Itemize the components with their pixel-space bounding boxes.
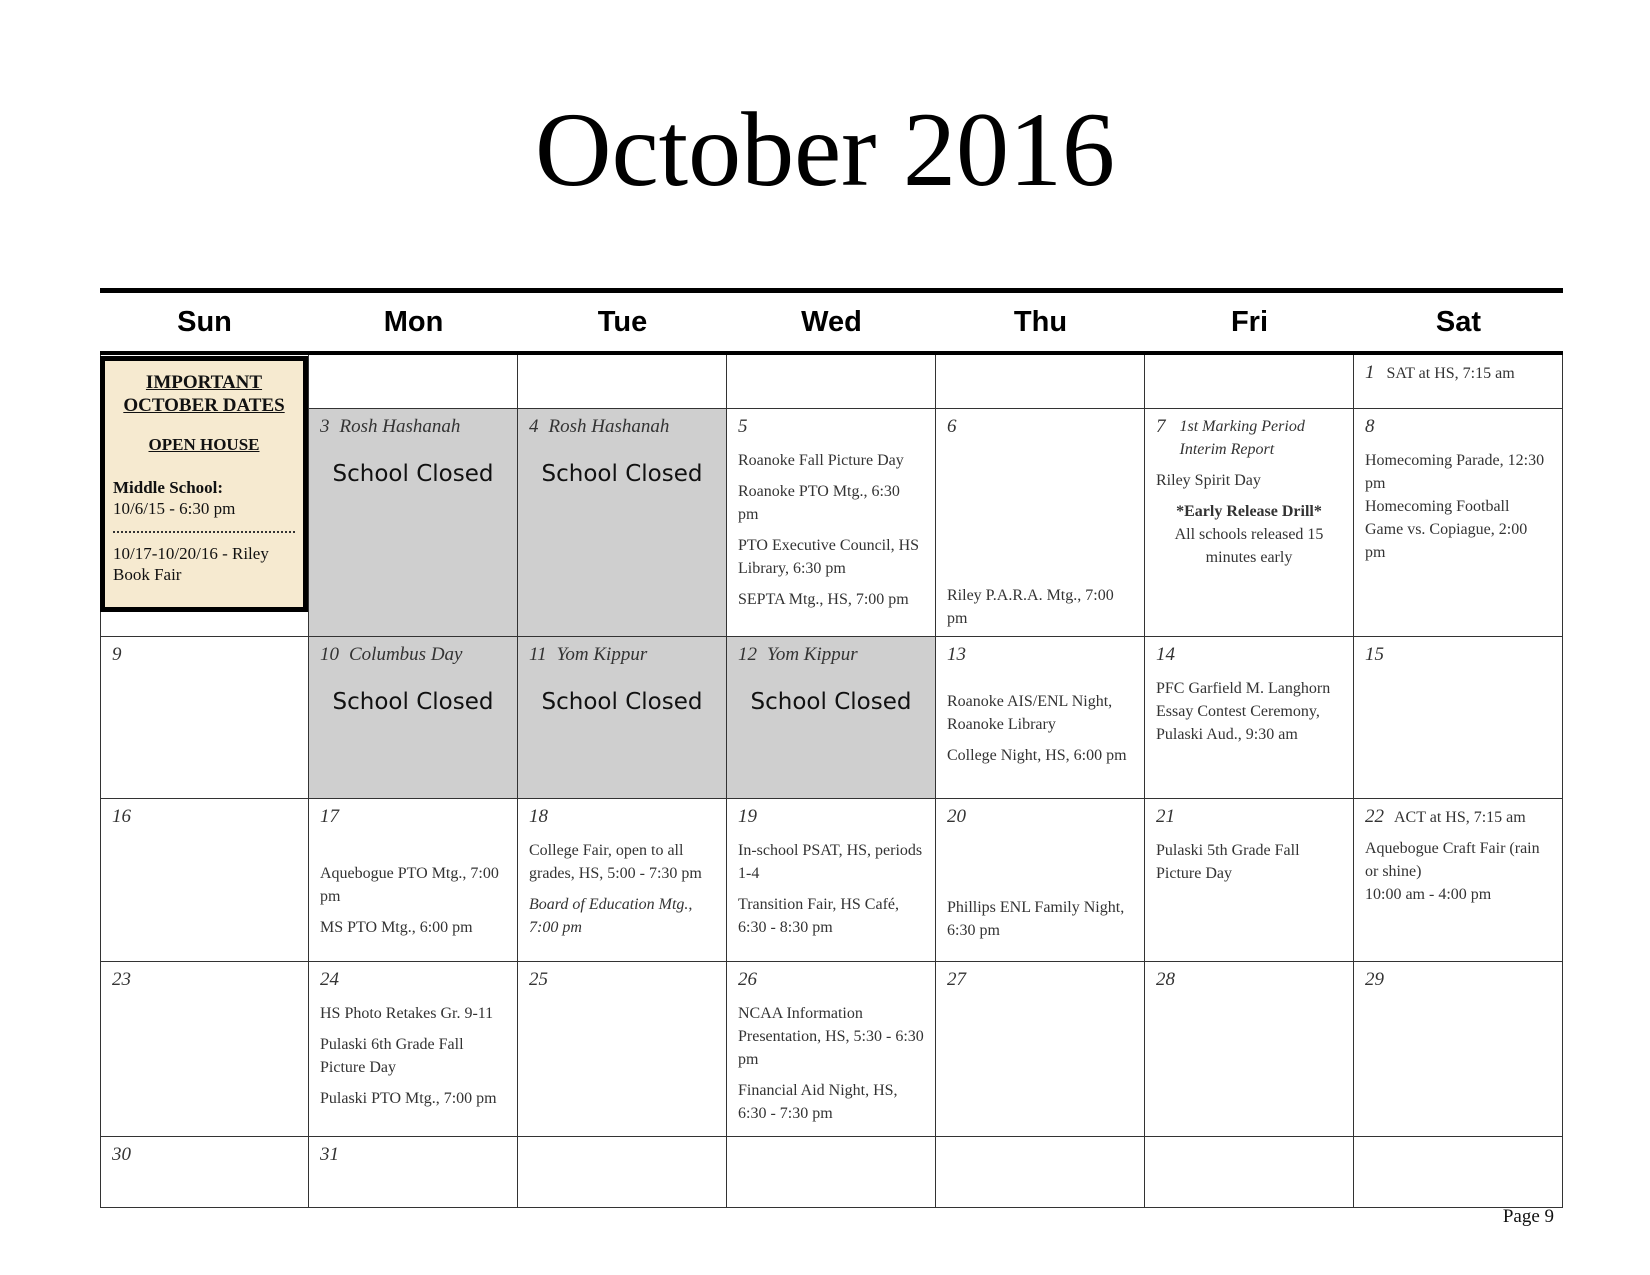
- school-closed-label: School Closed: [332, 461, 494, 487]
- event-text: Pulaski 5th Grade Fall Picture Day: [1156, 842, 1300, 882]
- calendar-cell-empty: [518, 1137, 727, 1208]
- week-row: [100, 799, 1563, 962]
- calendar-cell-oct-11: [518, 637, 727, 799]
- day-number: 26: [738, 969, 757, 990]
- day-number: 28: [1156, 969, 1175, 990]
- calendar-cell-oct-5: [727, 409, 936, 637]
- dotted-divider: [113, 531, 295, 533]
- day-number: 1: [1365, 362, 1375, 383]
- holiday-label: Yom Kippur: [556, 644, 648, 665]
- day-number: 23: [112, 969, 131, 990]
- event-text: College Night, HS, 6:00 pm: [947, 747, 1127, 764]
- calendar-cell-empty: [936, 1137, 1145, 1208]
- event-text: In-school PSAT, HS, periods 1-4: [738, 842, 923, 882]
- calendar-cell-oct-16: [100, 799, 309, 962]
- event-text: Roanoke Fall Picture Day: [738, 452, 904, 469]
- calendar-cell-oct-10: [309, 637, 518, 799]
- school-closed-label: School Closed: [750, 689, 912, 715]
- calendar-cell-oct-15: [1354, 637, 1563, 799]
- school-closed-label: School Closed: [541, 461, 703, 487]
- weekday-sun: Sun: [177, 306, 232, 338]
- calendar-cell-empty: [518, 355, 727, 409]
- calendar-cell-empty: [309, 355, 518, 409]
- day-number: 22: [1365, 806, 1384, 827]
- open-house-heading: OPEN HOUSE: [148, 435, 260, 454]
- weekday-thu: Thu: [1013, 306, 1068, 338]
- calendar-cell-oct-24: [309, 962, 518, 1137]
- event-text: Board of Education Mtg., 7:00 pm: [529, 896, 693, 936]
- day-number: 19: [738, 806, 757, 827]
- day-number: 3: [320, 416, 330, 437]
- event-text: Financial Aid Night, HS, 6:30 - 7:30 pm: [738, 1082, 898, 1122]
- calendar-cell-oct-29: [1354, 962, 1563, 1137]
- day-number: 18: [529, 806, 548, 827]
- week-row: [100, 409, 1563, 637]
- weekday-sat: Sat: [1435, 306, 1482, 338]
- calendar-cell-oct-22: [1354, 799, 1563, 962]
- day-number: 20: [947, 806, 966, 827]
- school-closed-label: School Closed: [332, 689, 494, 715]
- calendar-cell-oct-18: [518, 799, 727, 962]
- page-title: October 2016: [535, 91, 1115, 208]
- day-number: 24: [320, 969, 339, 990]
- week-row: [100, 1137, 1563, 1208]
- event-text: Homecoming Parade, 12:30 pm: [1365, 452, 1545, 492]
- calendar-cell-empty: [1354, 1137, 1563, 1208]
- event-text: College Fair, open to all grades, HS, 5:00 - 7:30 pm: [529, 842, 702, 882]
- calendar-cell-empty: [727, 1137, 936, 1208]
- event-text: Aquebogue Craft Fair (rain or shine): [1365, 840, 1540, 880]
- event-text: Roanoke PTO Mtg., 6:30 pm: [738, 483, 900, 523]
- event-text: Riley P.A.R.A. Mtg., 7:00 pm: [947, 587, 1114, 627]
- calendar-cell-oct-25: [518, 962, 727, 1137]
- calendar-cell-oct-8: [1354, 409, 1563, 637]
- middle-school-date: 10/6/15 - 6:30 pm: [113, 499, 236, 518]
- event-text: SEPTA Mtg., HS, 7:00 pm: [738, 591, 909, 608]
- day-number: 11: [529, 644, 547, 665]
- day-number: 31: [320, 1144, 339, 1165]
- event-text: Phillips ENL Family Night, 6:30 pm: [947, 899, 1125, 939]
- event-text: NCAA Information Presentation, HS, 5:30 - 6:30 pm: [738, 1005, 924, 1068]
- holiday-label: Rosh Hashanah: [339, 416, 461, 437]
- calendar-cell-oct-12: [727, 637, 936, 799]
- week-row: [100, 355, 1563, 409]
- day-number: 27: [947, 969, 966, 990]
- event-text: All schools released 15 minutes early: [1174, 526, 1324, 566]
- event-text: Riley Spirit Day: [1156, 472, 1261, 489]
- week-row: [100, 962, 1563, 1137]
- calendar-cell-oct-27: [936, 962, 1145, 1137]
- day-number: 4: [529, 416, 539, 437]
- calendar-cell-oct-9: [100, 637, 309, 799]
- holiday-label: Yom Kippur: [767, 644, 858, 665]
- calendar-cell-empty: [1145, 355, 1354, 409]
- event-text: ACT at HS, 7:15 am: [1394, 809, 1526, 826]
- event-text: Homecoming Football Game vs. Copiague, 2:00 pm: [1365, 498, 1528, 561]
- calendar-cell-oct-1: [1354, 355, 1563, 409]
- day-number: 13: [947, 644, 966, 665]
- weekday-wed: Wed: [801, 306, 862, 338]
- event-text: PFC Garfield M. Langhorn Essay Contest Ceremony, Pulaski Aud., 9:30 am: [1156, 680, 1331, 743]
- event-text: HS Photo Retakes Gr. 9-11: [320, 1005, 494, 1022]
- calendar-cell-oct-28: [1145, 962, 1354, 1137]
- event-text: Aquebogue PTO Mtg., 7:00 pm: [320, 865, 499, 905]
- calendar-cell-oct-4: [518, 409, 727, 637]
- calendar-cell-oct-30: [100, 1137, 309, 1208]
- week-row: [100, 637, 1563, 799]
- day-number: 5: [738, 416, 748, 437]
- event-text: Transition Fair, HS Café, 6:30 - 8:30 pm: [738, 896, 899, 936]
- day-number: 29: [1365, 969, 1384, 990]
- event-text: PTO Executive Council, HS Library, 6:30 pm: [738, 537, 920, 577]
- day-number: 14: [1156, 644, 1175, 665]
- day-number: 12: [738, 644, 757, 665]
- calendar-cell-oct-17: [309, 799, 518, 962]
- event-text: MS PTO Mtg., 6:00 pm: [320, 919, 473, 936]
- calendar-cell-empty: [1145, 1137, 1354, 1208]
- calendar-cell-empty: [936, 355, 1145, 409]
- calendar-cell-oct-6: [936, 409, 1145, 637]
- day-number: 6: [947, 416, 957, 437]
- weekday-tue: Tue: [597, 306, 648, 338]
- day-number: 25: [529, 969, 548, 990]
- weekday-header: [100, 293, 1563, 351]
- middle-school-label: Middle School:: [113, 478, 224, 497]
- day-number: 10: [320, 644, 339, 665]
- event-text: 10:00 am - 4:00 pm: [1365, 886, 1492, 903]
- school-closed-label: School Closed: [541, 689, 703, 715]
- book-fair-text: 10/17-10/20/16 - Riley Book Fair: [113, 544, 269, 584]
- calendar-cell-oct-23: [100, 962, 309, 1137]
- calendar-cell-oct-13: [936, 637, 1145, 799]
- day-number: 15: [1365, 644, 1384, 665]
- calendar-cell-oct-14: [1145, 637, 1354, 799]
- calendar-cell-oct-31: [309, 1137, 518, 1208]
- event-text: SAT at HS, 7:15 am: [1386, 365, 1515, 382]
- calendar-cell-empty: [727, 355, 936, 409]
- day-number: 21: [1156, 806, 1175, 827]
- day-number: 30: [112, 1144, 131, 1165]
- calendar-cell-oct-3: [309, 409, 518, 637]
- important-dates-box: [100, 356, 308, 612]
- day-number: 9: [112, 644, 122, 665]
- day-number: 8: [1365, 416, 1375, 437]
- holiday-label: Rosh Hashanah: [548, 416, 670, 437]
- day-number: 7: [1156, 416, 1166, 437]
- weekday-fri: Fri: [1230, 306, 1269, 338]
- calendar-cell-oct-19: [727, 799, 936, 962]
- calendar-grid: [100, 355, 1563, 1208]
- holiday-label: Columbus Day: [349, 644, 463, 665]
- early-release-label: *Early Release Drill*: [1176, 503, 1322, 520]
- calendar-cell-oct-21: [1145, 799, 1354, 962]
- calendar-cell-oct-26: [727, 962, 936, 1137]
- day-number: 17: [320, 806, 339, 827]
- interim-report-label: 1st Marking Period Interim Report: [1179, 418, 1305, 458]
- calendar-cell-oct-20: [936, 799, 1145, 962]
- calendar-cell-oct-7: [1145, 409, 1354, 637]
- day-number: 16: [112, 806, 131, 827]
- event-text: Pulaski PTO Mtg., 7:00 pm: [320, 1090, 497, 1107]
- event-text: Pulaski 6th Grade Fall Picture Day: [320, 1036, 464, 1076]
- event-text: Roanoke AIS/ENL Night, Roanoke Library: [947, 693, 1113, 733]
- important-dates-title: IMPORTANT OCTOBER DATES: [123, 372, 285, 416]
- page-number: Page 9: [1502, 1206, 1554, 1227]
- weekday-mon: Mon: [383, 306, 444, 338]
